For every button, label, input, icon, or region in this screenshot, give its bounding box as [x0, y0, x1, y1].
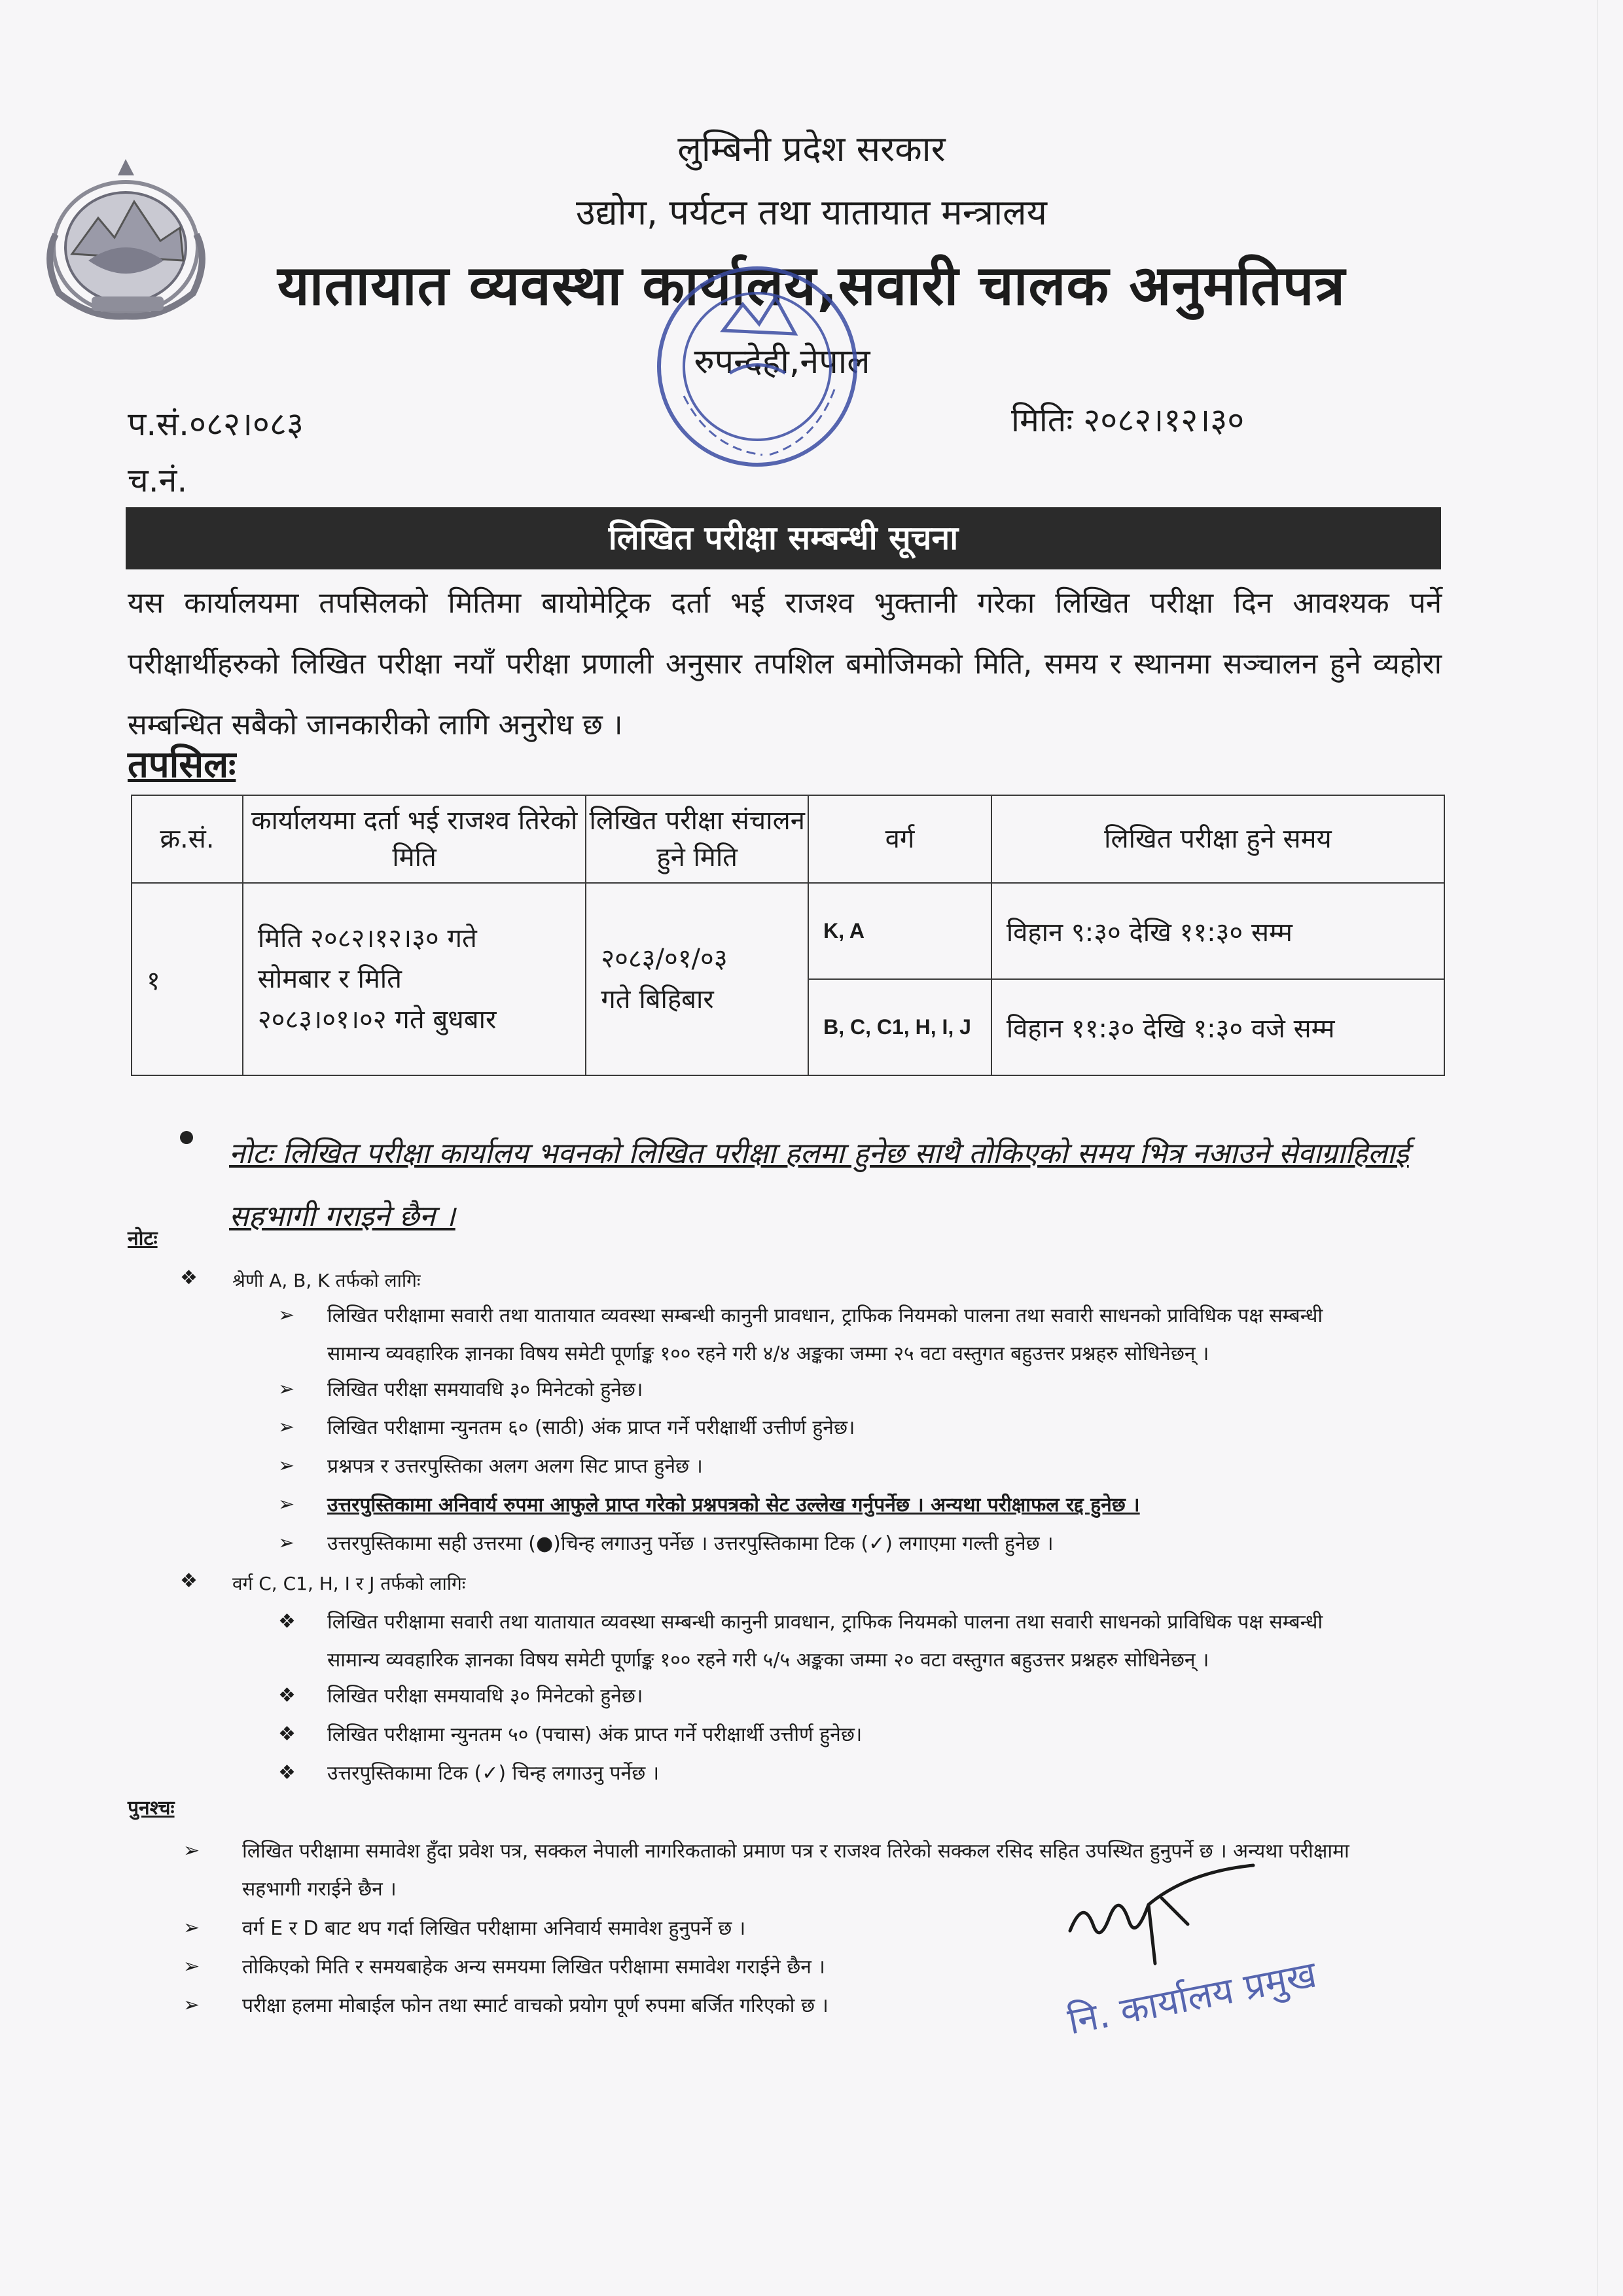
cat2-item-2: लिखित परीक्षा समयावधि ३० मिनेटको हुनेछ।	[327, 1685, 643, 1708]
cell-time-1: विहान ९:३० देखि ११:३० सम्म	[991, 883, 1444, 979]
reg-date-line-2: सोमबार र मिति	[257, 964, 402, 994]
header-category: वर्ग	[808, 795, 991, 883]
notice-title: लिखित परीक्षा सम्बन्धी सूचना	[126, 507, 1441, 569]
notice-date: मितिः २०८२।१२।३०	[1011, 401, 1245, 439]
arrow-bullet-icon: ➢	[183, 1955, 200, 1978]
table-header-row	[132, 795, 1444, 883]
header-location: रुपन्देही,नेपाल	[694, 342, 870, 382]
cat2-item-1	[327, 1604, 1446, 1679]
cell-category-2: B, C, C1, H, I, J	[808, 979, 991, 1075]
cell-serial: १	[132, 883, 243, 1075]
cat2-item-4: उत्तरपुस्तिकामा टिक (✓) चिन्ह लगाउनु पर्नेछ ।	[327, 1762, 660, 1785]
reference-number: प.सं.०८२।०८३	[128, 405, 304, 443]
details-label: तपसिलः	[128, 744, 236, 786]
header-office: यातायात व्यवस्था कार्यालय,सवारी चालक अनुमतिपत्र	[277, 253, 1346, 317]
cat2-item-1-line-1: लिखित परीक्षामा सवारी तथा यातायात व्यवस्था सम्बन्धी कानुनी प्रावधान, ट्राफिक नियमको पालना तथा सवारी साधनको प्राविधिक पक्ष सम्बन्धी	[327, 1611, 1323, 1634]
dispatch-number: च.नं.	[128, 461, 188, 499]
signature-icon	[1057, 1859, 1273, 1977]
postscript-item-3: तोकिएको मिति र समयबाहेक अन्य समयमा लिखित परीक्षामा समावेश गराईने छैन ।	[242, 1956, 825, 1979]
postscript-item-2: वर्ग E र D बाट थप गर्दा लिखित परीक्षामा अनिवार्य समावेश हुनुपर्ने छ ।	[242, 1917, 746, 1940]
postscript-label: पुनश्चः	[128, 1797, 175, 1820]
header-exam-date: लिखित परीक्षा संचालन हुने मिति	[586, 795, 808, 883]
cat1-item-1-line-2: सामान्य व्यवहारिक ज्ञानका विषय समेटी पूर्णाङ्क १०० रहने गरी ४/४ अङ्कका जम्मा २५ वटा वस्तुगत बहुउत्तर प्रश्नहरु सोधिनेछन् ।	[327, 1342, 1209, 1365]
arrow-bullet-icon: ➢	[278, 1378, 295, 1401]
cat1-item-5: उत्तरपुस्तिकामा अनिवार्य रुपमा आफुले प्राप्त गरेको प्रश्नपत्रको सेट उल्लेख गर्नुपर्नेछ । अन्यथा परीक्षाफल रद्द हुनेछ ।	[327, 1494, 1140, 1516]
intro-paragraph: यस कार्यालयमा तपसिलको मितिमा बायोमेट्रिक दर्ता भई राजश्व भुक्तानी गरेका लिखित परीक्षा दिन आवश्यक पर्ने परीक्षार्थीहरुको लिखित परीक्षा नयाँ परीक्षा प्रणाली अनुसार तपशिल बमोजिमको मिति, समय र स्थानमा सञ्चालन हुने व्यहोरा सम्बन्धित सबैको जानकारीको लागि अनुरोध छ ।	[128, 586, 1442, 742]
bullet-icon	[180, 1131, 193, 1144]
cell-time-2: विहान ११:३० देखि १:३० वजे सम्म	[991, 979, 1444, 1075]
office-chief-stamp: नि. कार्यालय प्रमुख	[1064, 1953, 1320, 2043]
diamond-bullet-icon: ❖	[278, 1610, 296, 1633]
schedule-table	[131, 795, 1445, 1076]
arrow-bullet-icon: ➢	[278, 1454, 295, 1477]
important-notice: नोटः लिखित परीक्षा कार्यालय भवनको लिखित परीक्षा हलमा हुनेछ साथै तोकिएको समय भित्र नआउने सेवाग्राहिलाई सहभागी गराइने छैन ।	[229, 1137, 1409, 1233]
cat1-item-6: उत्तरपुस्तिकामा सही उत्तरमा (●)चिन्ह लगाउनु पर्नेछ । उत्तरपुस्तिकामा टिक (✓) लगाएमा गल्ती हुनेछ ।	[327, 1532, 1054, 1555]
postscript-item-1-line-1: लिखित परीक्षामा समावेश हुँदा प्रवेश पत्र, सक्कल नेपाली नागरिकताको प्रमाण पत्र र राजश्व तिरेको सक्कल रसिद सहित उपस्थित हुनुपर्ने छ । अन्यथा परीक्षामा	[242, 1840, 1349, 1863]
header-province: लुम्बिनी प्रदेश सरकार	[677, 128, 946, 170]
arrow-bullet-icon: ➢	[183, 1839, 200, 1862]
cell-exam-date	[586, 883, 808, 1075]
arrow-bullet-icon: ➢	[183, 1916, 200, 1939]
note-label: नोटः	[128, 1227, 158, 1250]
diamond-bullet-icon: ❖	[180, 1570, 198, 1592]
cat2-item-1-line-2: सामान्य व्यवहारिक ज्ञानका विषय समेटी पूर्णाङ्क १०० रहने गरी ५/५ अङ्कका जम्मा २० वटा वस्तुगत बहुउत्तर प्रश्नहरु सोधिनेछन् ।	[327, 1649, 1209, 1672]
office-seal-icon	[645, 259, 870, 475]
arrow-bullet-icon: ➢	[278, 1304, 295, 1327]
arrow-bullet-icon: ➢	[278, 1532, 295, 1554]
reg-date-line-3: २०८३।०१।०२ गते बुधबार	[257, 1005, 497, 1035]
cell-category-1: K, A	[808, 883, 991, 979]
diamond-bullet-icon: ❖	[278, 1761, 296, 1784]
table-row	[132, 883, 1444, 979]
reg-date-line-1: मिति २०८२।१२।३० गते	[257, 924, 477, 954]
arrow-bullet-icon: ➢	[278, 1493, 295, 1516]
cat2-item-3: लिखित परीक्षामा न्युनतम ५० (पचास) अंक प्राप्त गर्ने परीक्षार्थी उत्तीर्ण हुनेछ।	[327, 1723, 863, 1746]
header-registration-date: कार्यालयमा दर्ता भई राजश्व तिरेको मिति	[243, 795, 586, 883]
postscript-item-4: परीक्षा हलमा मोबाईल फोन तथा स्मार्ट वाचको प्रयोग पूर्ण रुपमा बर्जित गरिएको छ ।	[242, 1994, 829, 2017]
cat1-item-1	[327, 1297, 1446, 1373]
diamond-bullet-icon: ❖	[180, 1266, 198, 1289]
exam-date-line-1: २०८३/०१/०३	[601, 944, 728, 974]
diamond-bullet-icon: ❖	[278, 1684, 296, 1707]
header-serial: क्र.सं.	[132, 795, 243, 883]
cat1-item-1-line-1: लिखित परीक्षामा सवारी तथा यातायात व्यवस्था सम्बन्धी कानुनी प्रावधान, ट्राफिक नियमको पालना तथा सवारी साधनको प्राविधिक पक्ष सम्बन्धी	[327, 1304, 1323, 1327]
diamond-bullet-icon: ❖	[278, 1723, 296, 1746]
header-ministry: उद्योग, पर्यटन तथा यातायात मन्त्रालय	[575, 192, 1047, 233]
header-exam-time: लिखित परीक्षा हुने समय	[991, 795, 1444, 883]
category1-title: श्रेणी A, B, K तर्फको लागिः	[232, 1270, 421, 1291]
arrow-bullet-icon: ➢	[278, 1416, 295, 1439]
cat1-item-4: प्रश्नपत्र र उत्तरपुस्तिका अलग अलग सिट प्राप्त हुनेछ ।	[327, 1455, 703, 1478]
exam-date-line-2: गते बिहिबार	[601, 984, 714, 1014]
cell-registration-date	[243, 883, 586, 1075]
arrow-bullet-icon: ➢	[183, 1994, 200, 2017]
category2-title: वर्ग C, C1, H, I र J तर्फको लागिः	[232, 1573, 466, 1594]
cat1-item-3: लिखित परीक्षामा न्युनतम ६० (साठी) अंक प्राप्त गर्ने परीक्षार्थी उत्तीर्ण हुनेछ।	[327, 1416, 855, 1439]
postscript-item-1-line-2: सहभागी गराईने छैन ।	[242, 1878, 397, 1901]
cat1-item-2: लिखित परीक्षा समयावधि ३० मिनेटको हुनेछ।	[327, 1378, 643, 1401]
